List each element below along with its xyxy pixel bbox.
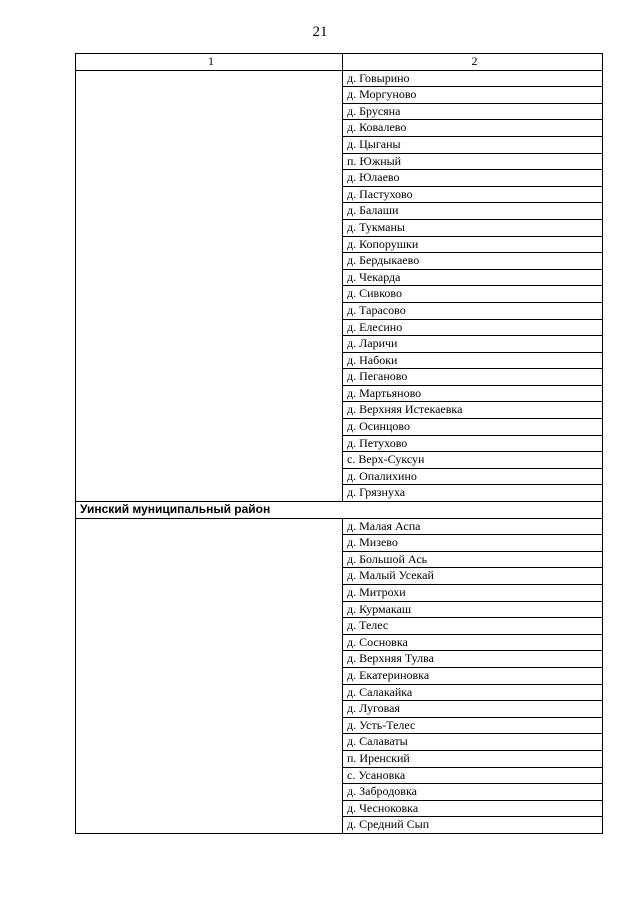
settlement-cell: д. Копорушки bbox=[343, 236, 603, 253]
settlement-cell: д. Средний Сып bbox=[343, 817, 603, 834]
page-number: 21 bbox=[312, 24, 328, 40]
settlement-cell: д. Малая Аспа bbox=[343, 518, 603, 535]
settlement-cell: д. Опалихино bbox=[343, 468, 603, 485]
settlement-cell: д. Тарасово bbox=[343, 302, 603, 319]
header-row bbox=[76, 54, 603, 71]
column-header-1: 1 bbox=[76, 54, 343, 71]
settlement-cell: д. Верхняя Тулва bbox=[343, 651, 603, 668]
settlement-cell: д. Юлаево bbox=[343, 170, 603, 187]
settlement-cell: д. Петухово bbox=[343, 435, 603, 452]
settlement-cell: с. Верх-Суксун bbox=[343, 452, 603, 469]
settlement-cell: д. Луговая bbox=[343, 701, 603, 718]
settlement-cell: д. Пеганово bbox=[343, 369, 603, 386]
settlement-cell: д. Екатериновка bbox=[343, 667, 603, 684]
district-row bbox=[76, 502, 603, 519]
settlement-cell: д. Балаши bbox=[343, 203, 603, 220]
settlement-cell: д. Сосновка bbox=[343, 634, 603, 651]
settlement-cell: д. Цыганы bbox=[343, 136, 603, 153]
settlement-cell: д. Бердыкаево bbox=[343, 253, 603, 270]
settlement-cell: д. Тукманы bbox=[343, 219, 603, 236]
district-cell-empty bbox=[76, 70, 343, 501]
settlement-cell: д. Салакайка bbox=[343, 684, 603, 701]
settlement-cell: д. Чекарда bbox=[343, 269, 603, 286]
settlement-cell: д. Усть-Телес bbox=[343, 717, 603, 734]
table-row bbox=[76, 70, 603, 87]
table-row bbox=[76, 518, 603, 535]
settlement-cell: д. Говырино bbox=[343, 70, 603, 87]
settlement-cell: д. Брусяна bbox=[343, 103, 603, 120]
settlement-cell: д. Телес bbox=[343, 618, 603, 635]
settlement-cell: п. Иренский bbox=[343, 750, 603, 767]
settlements-table bbox=[75, 53, 603, 834]
settlement-cell: д. Ларичи bbox=[343, 336, 603, 353]
settlement-cell: д. Салаваты bbox=[343, 734, 603, 751]
settlement-cell: д. Малый Усекай bbox=[343, 568, 603, 585]
settlement-cell: д. Мартьяново bbox=[343, 385, 603, 402]
settlement-cell: с. Усановка bbox=[343, 767, 603, 784]
settlement-cell: д. Сивково bbox=[343, 286, 603, 303]
settlement-cell: д. Забродовка bbox=[343, 784, 603, 801]
settlement-cell: д. Пастухово bbox=[343, 186, 603, 203]
settlement-cell: д. Набоки bbox=[343, 352, 603, 369]
column-header-2: 2 bbox=[343, 54, 603, 71]
settlement-cell: д. Елесино bbox=[343, 319, 603, 336]
settlement-cell: д. Мизево bbox=[343, 535, 603, 552]
settlement-cell: д. Моргуново bbox=[343, 87, 603, 104]
settlement-cell: д. Курмакаш bbox=[343, 601, 603, 618]
settlement-cell: д. Грязнуха bbox=[343, 485, 603, 502]
settlement-cell: д. Ковалево bbox=[343, 120, 603, 137]
settlement-cell: д. Чесноковка bbox=[343, 800, 603, 817]
district-name: Уинский муниципальный район bbox=[76, 502, 603, 519]
district-cell-empty bbox=[76, 518, 343, 833]
settlement-cell: д. Верхняя Истекаевка bbox=[343, 402, 603, 419]
settlement-cell: д. Большой Ась bbox=[343, 551, 603, 568]
settlement-cell: д. Осинцово bbox=[343, 419, 603, 436]
settlement-cell: д. Митрохи bbox=[343, 585, 603, 602]
settlement-cell: п. Южный bbox=[343, 153, 603, 170]
